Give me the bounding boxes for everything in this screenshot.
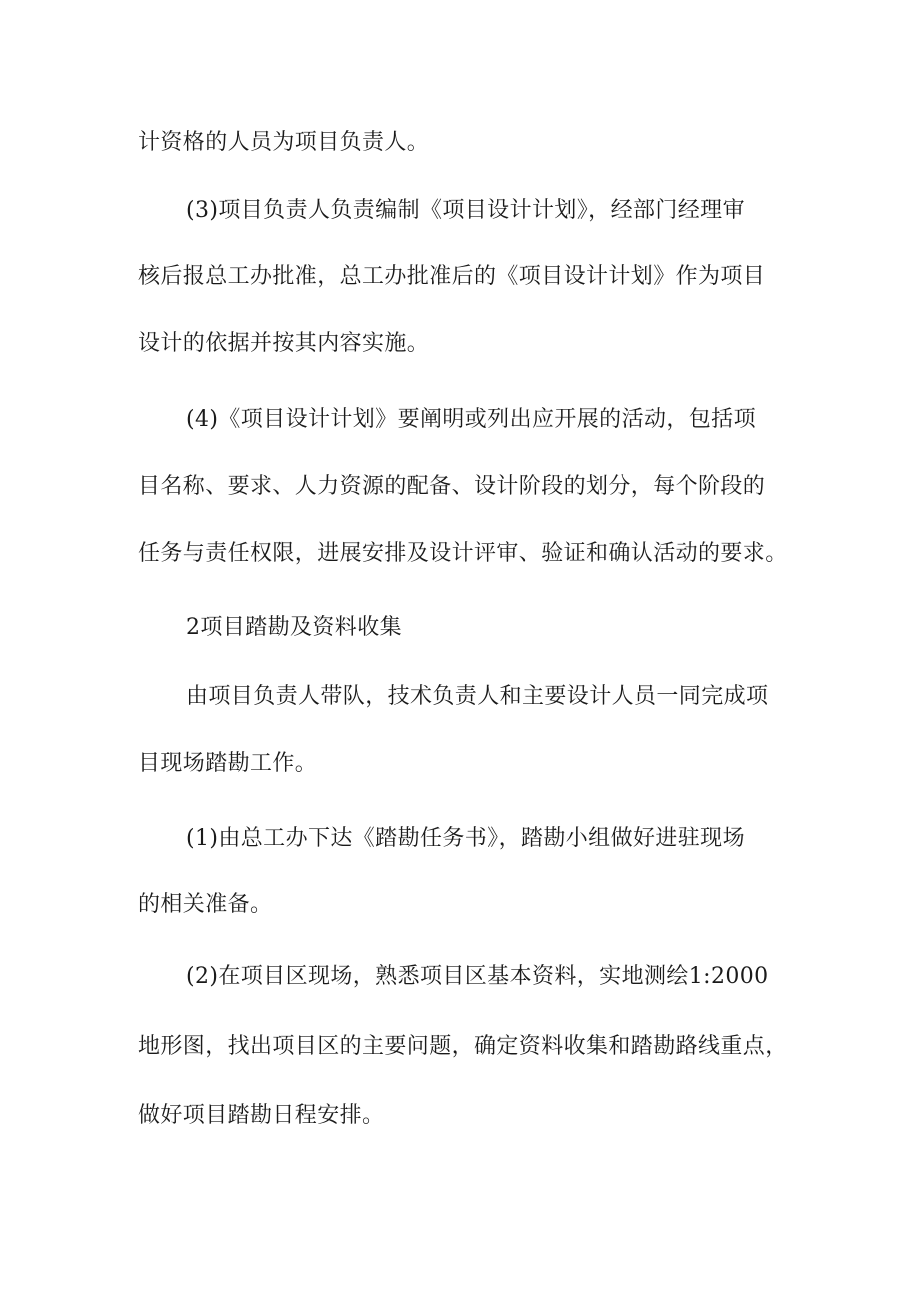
paragraph-line: (1)由总工办下达《踏勘任务书》，踏勘小组做好进驻现场 [186, 826, 745, 851]
paragraph-line: 计资格的人员为项目负责人。 [138, 130, 430, 155]
paragraph-line: 核后报总工办批准，总工办批准后的《项目设计计划》作为项目 [138, 264, 766, 289]
paragraph-line: 做好项目踏勘日程安排。 [138, 1103, 385, 1128]
paragraph-line: 任务与责任权限，进展安排及设计评审、验证和确认活动的要求。 [138, 541, 788, 566]
paragraph-line: (4)《项目设计计划》要阐明或列出应开展的活动，包括项 [186, 407, 756, 432]
paragraph-line: 设计的依据并按其内容实施。 [138, 331, 430, 356]
paragraph-line: (2)在项目区现场，熟悉项目区基本资料，实地测绘1:2000 [186, 964, 769, 989]
paragraph-line: 地形图，找出项目区的主要问题，确定资料收集和踏勘路线重点， [138, 1034, 788, 1059]
paragraph-line: 由项目负责人带队，技术负责人和主要设计人员一同完成项 [186, 684, 769, 709]
paragraph-line: 目名称、要求、人力资源的配备、设计阶段的划分，每个阶段的 [138, 474, 766, 499]
paragraph-line: 的相关准备。 [138, 892, 273, 917]
paragraph-line: (3)项目负责人负责编制《项目设计计划》，经部门经理审 [186, 198, 745, 223]
paragraph-line: 目现场踏勘工作。 [138, 751, 318, 776]
section-heading: 2项目踏勘及资料收集 [186, 615, 402, 640]
